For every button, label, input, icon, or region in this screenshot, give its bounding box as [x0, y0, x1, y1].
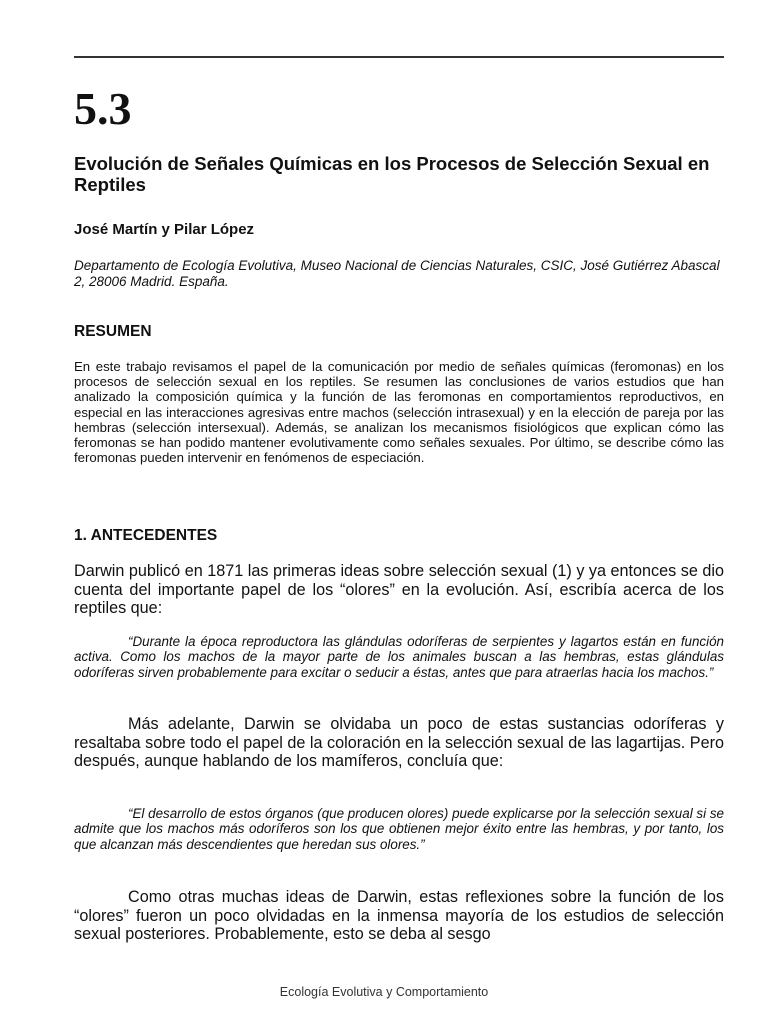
body-paragraph-3: Como otras muchas ideas de Darwin, estas reflexiones sobre la función de los “olores” fueron un poco olvidadas en la inmensa mayoría de los estudios de selección sexual posteriores. Probablemente, esto se deba al sesgo [74, 888, 724, 943]
abstract-text: En este trabajo revisamos el papel de la comunicación por medio de señales químicas (feromonas) en los procesos de selección sexual en los reptiles. Se resumen las conclusiones de varios estudios que han analizado la composición química y la función de las feromonas en comportamientos reproductivos, en especial en las interacciones agresivas entre machos (selección intrasexual) y en la elección de pareja por las hembras (selección intersexual). Además, se analizan los mecanismos fisiológicos que explican cómo las feromonas se han podido mantener evolutivamente como señales sexuales. Por último, se describe cómo las feromonas pueden intervenir en fenómenos de especiación. [74, 359, 724, 466]
header-rule [74, 56, 724, 58]
article-title: Evolución de Señales Químicas en los Procesos de Selección Sexual en Reptiles [74, 153, 710, 195]
darwin-quote-2: “El desarrollo de estos órganos (que producen olores) puede explicarse por la selección sexual si se admite que los machos más odoríferos son los que obtienen mejor éxito entre las hembras, y por tanto, los que alcanzan más descendientes que heredan sus olores.” [74, 806, 724, 852]
body-paragraph-1: Darwin publicó en 1871 las primeras ideas sobre selección sexual (1) y ya entonces se dio cuenta del importante papel de los “olores” en la evolución. Así, escribía acerca de los reptiles que: [74, 562, 724, 617]
chapter-number: 5.3 [74, 83, 132, 134]
darwin-quote-1: “Durante la época reproductora las glándulas odoríferas de serpientes y lagartos están en función activa. Como los machos de la mayor parte de los animales buscan a las hembras, estas glándulas odoríferas sirven probablemente para excitar o seducir a éstas, antes que para atraerlas hacia los machos.” [74, 634, 724, 680]
affiliation: Departamento de Ecología Evolutiva, Museo Nacional de Ciencias Naturales, CSIC, José Gutiérrez Abascal 2, 28006 Madrid. España. [74, 258, 720, 289]
section-heading-antecedentes: 1. ANTECEDENTES [74, 527, 218, 544]
page-footer: Ecología Evolutiva y Comportamiento [279, 985, 489, 999]
authors: José Martín y Pilar López [74, 221, 255, 238]
abstract-heading: RESUMEN [74, 323, 152, 340]
body-paragraph-2: Más adelante, Darwin se olvidaba un poco de estas sustancias odoríferas y resaltaba sobre todo el papel de la coloración en la selección sexual de las lagartijas. Pero después, aunque hablando de los mamíferos, concluía que: [74, 715, 724, 770]
